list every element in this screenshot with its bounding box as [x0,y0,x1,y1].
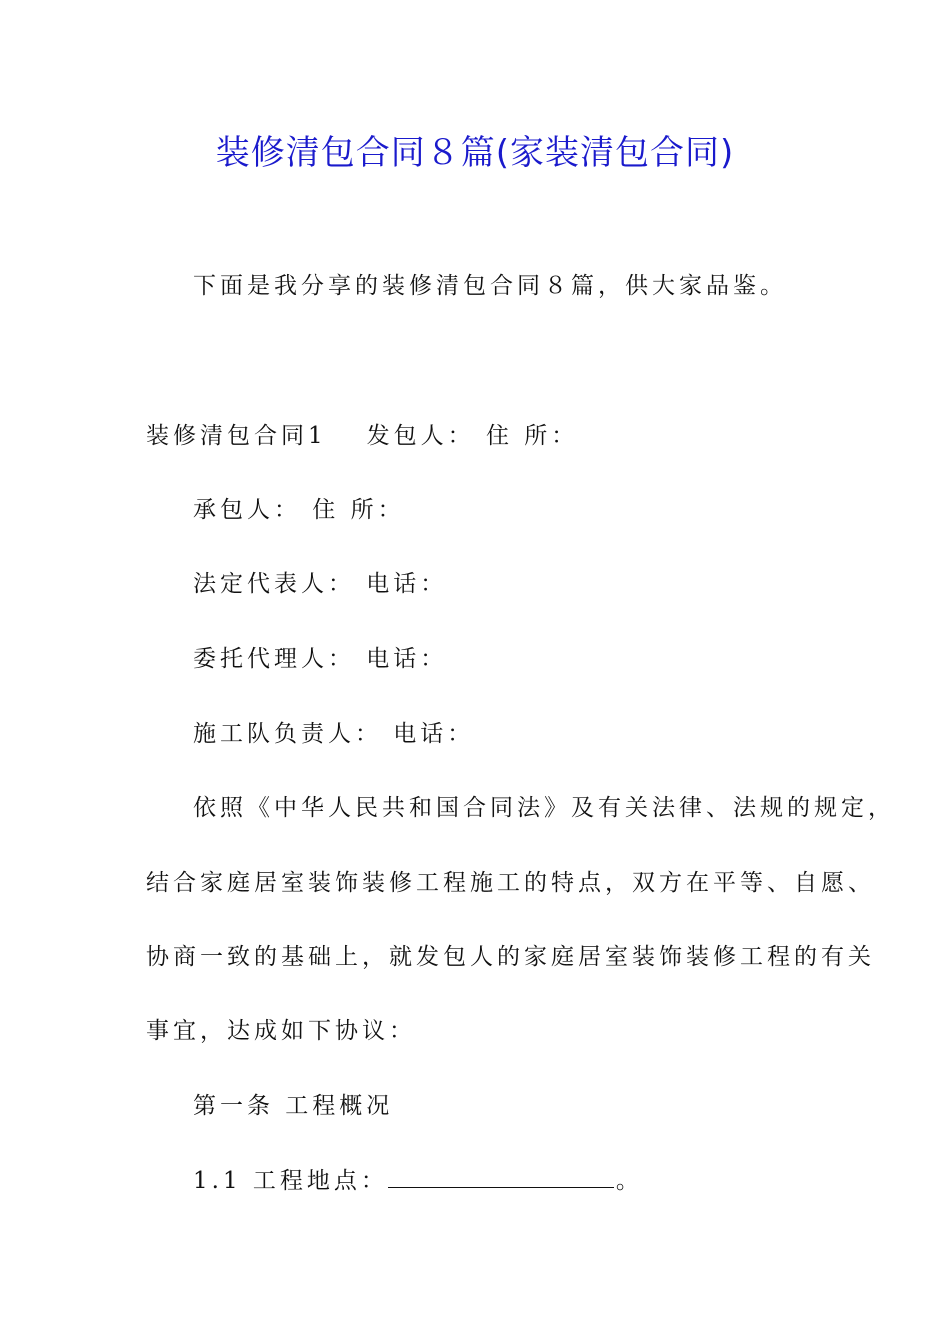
intro-paragraph: 下面是我分享的装修清包合同８篇，供大家品鉴。 [193,273,787,299]
item-label: 1.1 工程地点： [193,1168,388,1194]
contractor-line: 承包人： 住 所： [193,497,405,523]
item-end: 。 [615,1168,643,1194]
employer-line: 发包人： 住 所： [366,423,579,449]
team-leader-line: 施工队负责人： 电话： [193,721,475,747]
legal-rep-line: 法定代表人： 电话： [193,571,448,597]
paragraph-line: 协商一致的基础上，就发包人的家庭居室装饰装修工程的有关 [146,944,875,970]
agent-line: 委托代理人： 电话： [193,646,448,672]
paragraph-line: 结合家庭居室装饰装修工程施工的特点，双方在平等、自愿、 [146,870,875,896]
article-heading: 第一条 工程概况 [193,1093,394,1119]
section-heading: 装修清包合同1 [146,423,327,449]
contract-header-line [146,420,578,452]
fill-in-blank [388,1165,614,1188]
item-line [193,1165,643,1197]
paragraph-line: 依照《中华人民共和国合同法》及有关法律、法规的规定， [193,795,895,821]
paragraph-line: 事宜，达成如下协议： [146,1018,416,1044]
document-title: 装修清包合同８篇(家装清包合同) [215,133,735,173]
